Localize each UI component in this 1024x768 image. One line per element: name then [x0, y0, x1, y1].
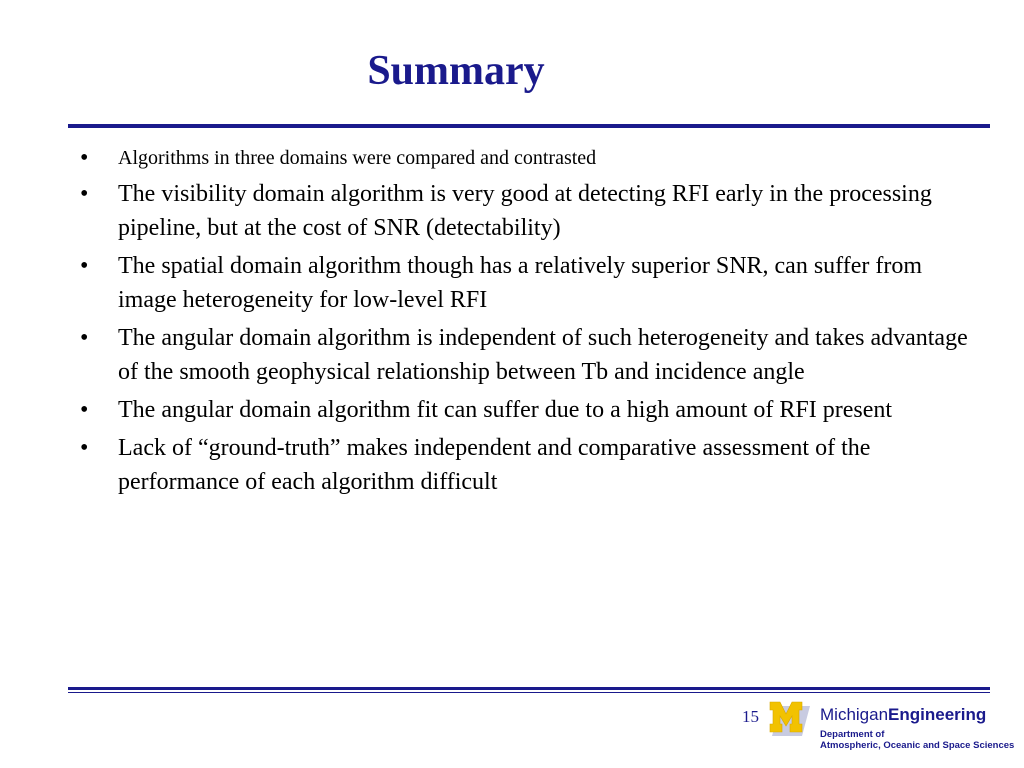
bullet-text: The visibility domain algorithm is very good at detecting RFI early in the processing pipeline, but at the cost of SNR (detectability) — [118, 181, 932, 241]
bullet-marker: • — [80, 181, 89, 207]
page-number: 15 — [742, 707, 759, 726]
michigan-engineering-logo — [820, 705, 1020, 751]
block-m-icon — [766, 698, 810, 744]
logo-wordmark-engineering: Engineering — [888, 705, 987, 724]
bullet-item — [80, 249, 980, 317]
slide-title: Summary — [367, 48, 545, 94]
bullet-text: The angular domain algorithm fit can suffer due to a high amount of RFI present — [118, 397, 893, 423]
department-name: Atmospheric, Oceanic and Space Sciences — [820, 740, 1015, 751]
bullet-marker: • — [80, 435, 89, 461]
bullet-item — [80, 143, 980, 173]
bullet-marker: • — [80, 253, 89, 279]
bullet-item — [80, 431, 980, 499]
bullet-text: Lack of “ground-truth” makes independent and comparative assessment of the performance of each algorithm difficult — [118, 435, 871, 495]
bullet-list — [80, 143, 980, 503]
bullet-item — [80, 321, 980, 389]
bullet-text: The spatial domain algorithm though has a relatively superior SNR, can suffer from image heterogeneity for low-level RFI — [118, 253, 923, 313]
logo-wordmark-michigan: Michigan — [820, 705, 889, 724]
bullet-text: Algorithms in three domains were compared and contrasted — [118, 147, 597, 169]
footer-divider-thin — [68, 692, 990, 693]
bullet-marker: • — [80, 397, 89, 423]
bullet-item — [80, 177, 980, 245]
department-label: Department of — [820, 729, 885, 740]
logo-wordmark — [820, 705, 1020, 725]
bullet-marker: • — [80, 145, 89, 171]
bullet-item — [80, 393, 980, 427]
footer-divider-thick — [68, 687, 990, 690]
bullet-marker: • — [80, 325, 89, 351]
title-divider — [68, 124, 990, 128]
bullet-text: The angular domain algorithm is independent of such heterogeneity and takes advantage of the smooth geophysical relationship between Tb and incidence angle — [118, 325, 968, 385]
